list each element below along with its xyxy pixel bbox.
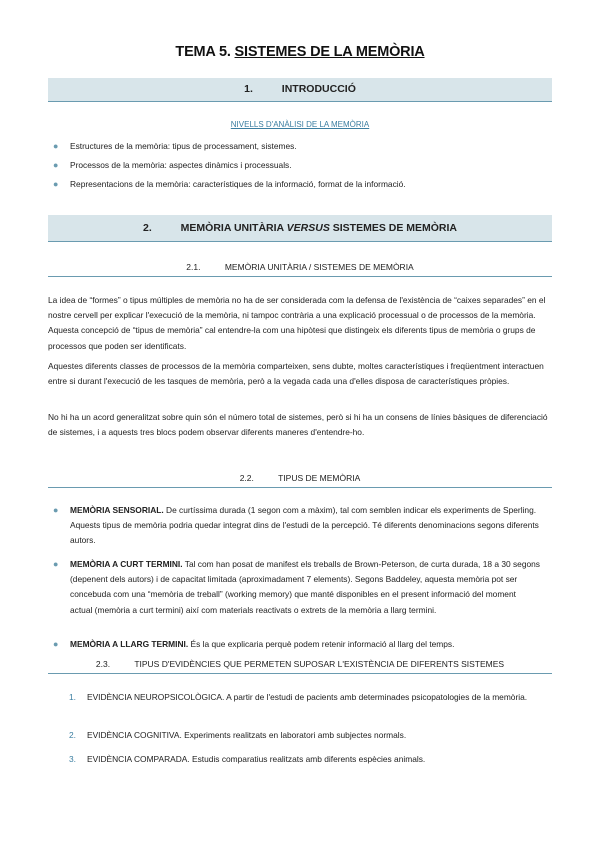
- section-2-label-post: SISTEMES DE MEMÒRIA: [329, 222, 458, 234]
- subsection-2-1-number: 2.1.: [186, 262, 201, 272]
- paragraph: Aquestes diferents classes de processos de la memòria comparteixen, sens dubte, moltes característiques i freqüentment interactuen entre si durant l'execució de les tasques de memòria, però a la vegada cada una d'elles disposa de característiques pròpies.: [48, 361, 544, 387]
- intro-bullet-text: Processos de la memòria: aspectes dinàmics i processuals.: [70, 160, 292, 170]
- evidence-head: EVIDÈNCIA COMPARADA.: [87, 754, 190, 764]
- memory-type-item: [53, 557, 540, 618]
- intro-bullet-text: Estructures de la memòria: tipus de processament, sistemes.: [70, 141, 297, 151]
- evidence-item: [69, 752, 537, 767]
- memory-type-text: És la que explicaria perquè podem retenir informació al llarg del temps.: [188, 639, 455, 649]
- intro-bullet: [53, 158, 540, 173]
- memory-type-head: MEMÒRIA SENSORIAL.: [70, 505, 164, 515]
- evidence-text: Estudis comparatius realitzats amb diferents espècies animals.: [189, 754, 426, 764]
- bullet-dot-icon: ●: [53, 160, 59, 170]
- section-2-label-em: VERSUS: [286, 222, 330, 234]
- bullet-dot-icon: ●: [53, 505, 59, 515]
- subsection-2-3-number: 2.3.: [95, 659, 111, 669]
- evidence-item: [69, 690, 537, 705]
- subsection-2-3-label: TIPUS D'EVIDÈNCIES QUE PERMETEN SUPOSAR L'EXISTÈNCIA DE DIFERENTS SISTEMES: [134, 659, 505, 669]
- section-2-label-pre: MEMÒRIA UNITÀRIA: [180, 222, 287, 234]
- title-underlined: SISTEMES DE LA MEMÒRIA: [234, 44, 425, 60]
- section-2-number: 2.: [142, 222, 152, 234]
- memory-type-text: Tal com han posat de manifest els treballs de Brown-Peterson, de curta durada, 18 a 30 segons (depenent dels autors) i de capacitat limitada (aproximadament 7 elements). Segons Baddeley, aquesta memòria pot ser concebuda com una “memòria de treball” (working memory) que manté disponibles en el present informació del moment actual (memòria a curt termini) així com materials reactivats o extrets de la memòria a llarg termini.: [70, 559, 540, 615]
- bullet-dot-icon: ●: [53, 639, 59, 649]
- evidence-number: 3.: [69, 754, 76, 764]
- title-prefix: TEMA 5.: [175, 44, 231, 60]
- evidence-number: 2.: [69, 730, 76, 740]
- memory-type-item: [53, 637, 540, 652]
- section-1-header: [48, 78, 552, 102]
- evidence-head: EVIDÈNCIA COGNITIVA.: [87, 730, 182, 740]
- bullet-dot-icon: ●: [53, 179, 59, 189]
- intro-bullet-text: Representacions de la memòria: característiques de la informació, format de la informació.: [70, 179, 406, 189]
- evidence-item: [69, 728, 537, 743]
- subsection-2-1-label: MEMÒRIA UNITÀRIA / SISTEMES DE MEMÒRIA: [224, 262, 414, 272]
- section-1-label: INTRODUCCIÓ: [281, 83, 356, 95]
- intro-bullet: [53, 177, 540, 192]
- subsection-2-2-header: [48, 473, 552, 488]
- bullet-dot-icon: ●: [53, 559, 59, 569]
- evidence-text: Experiments realitzats en laboratori amb subjectes normals.: [181, 730, 407, 740]
- memory-type-text: De curtíssima durada (1 segon com a màxim), tal com semblen indicar els experiments de Sperling. Aquests tipus de memòria podria quedar integrat dins de l'estudi de la percepció. Té diferents denominacions segons diferents autors.: [70, 505, 539, 546]
- subsection-2-2-label: TIPUS DE MEMÒRIA: [278, 473, 361, 483]
- section-2-header: [48, 215, 552, 242]
- paragraph: No hi ha un acord generalitzat sobre quin són el número total de sistemes, però si hi ha un consens de línies bàsiques de diferenciació de sistemes, i a aquests tres blocs podem observar diferents maneres d'entendre-ho.: [48, 412, 548, 438]
- memory-type-item: [53, 503, 540, 549]
- section-1-number: 1.: [244, 83, 253, 95]
- evidence-number: 1.: [69, 692, 76, 702]
- subsection-2-2-number: 2.2.: [239, 473, 254, 483]
- intro-bullet: [53, 139, 540, 154]
- evidence-text: A partir de l'estudi de pacients amb determinades psicopatologies de la memòria.: [224, 692, 528, 702]
- bullet-dot-icon: ●: [53, 141, 59, 151]
- nivells-link[interactable]: NIVELLS D'ANÀLISI DE LA MEMÒRIA: [230, 120, 370, 129]
- subsection-2-3-header: [48, 659, 552, 674]
- memory-type-head: MEMÒRIA A LLARG TERMINI.: [70, 639, 189, 649]
- evidence-head: EVIDÈNCIA NEUROPSICOLÒGICA.: [87, 692, 225, 702]
- page-title: [0, 44, 600, 60]
- paragraph: La idea de “formes” o tipus múltiples de memòria no ha de ser considerada com la defensa de l'existència de “caixes separades” en el nostre cervell per explicar l'execució de la memòria, ni tampoc contrària a una explicació processual o de processos de la memòria. Aquesta concepció de “tipus de memòria” cal entendre-la com una hipòtesi que distingeix els diferents tipus de memòria o grups de processos que poden ser identificats.: [48, 295, 546, 351]
- memory-type-head: MEMÒRIA A CURT TERMINI.: [70, 559, 183, 569]
- subsection-2-1-header: [48, 262, 552, 277]
